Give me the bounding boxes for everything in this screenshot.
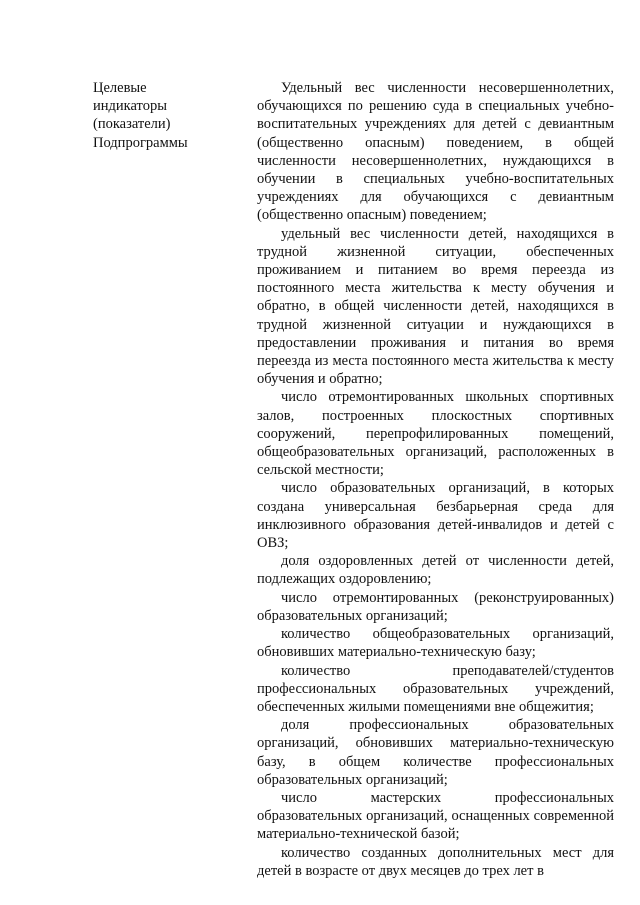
indicator-item: число отремонтированных (реконструированных) образовательных организаций; bbox=[257, 589, 614, 624]
indicator-item: доля профессиональных образовательных организаций, обновивших материально-техническую базу, в общем количестве профессиональных образовательных организаций; bbox=[257, 717, 614, 788]
label-line-1: Целевые bbox=[93, 80, 147, 96]
indicator-item: число образовательных организаций, в которых создана универсальная безбарьерная среда для инклюзивного образования детей-инвалидов и детей с ОВЗ; bbox=[257, 480, 614, 552]
indicator-item: доля оздоровленных детей от численности детей, подлежащих оздоровлению; bbox=[257, 553, 614, 588]
label-line-2: индикаторы bbox=[93, 98, 167, 115]
indicator-item: удельный вес численности детей, находящихся в трудной жизненной ситуации, обеспеченных проживанием и питанием во время переезда из постоянного места жительства к месту обучения и обратно, в общей численности детей, находящихся в трудной жизненной ситуации и нуждающихся в предоставлении проживания и питания во время переезда из места постоянного места жительства к месту обучения и обратно; bbox=[257, 225, 614, 388]
indicator-item: Удельный вес численности несовершеннолетних, обучающихся по решению суда в специальных учебно-воспитательных учреждениях для детей с девиантным (общественно опасным) поведением, в общей численности несовершеннолетних, нуждающихся в обучении в специальных учебно-воспитательных учреждениях для обучающихся с девиантным (общественно опасным) поведением; bbox=[257, 80, 614, 224]
indicator-item: число отремонтированных школьных спортивных залов, построенных плоскостных спортивных сооружений, перепрофилированных помещений, общеобразовательных организаций, расположенных в сельской местности; bbox=[257, 389, 614, 479]
indicator-label-column bbox=[93, 79, 243, 152]
indicator-item: число мастерских профессиональных образовательных организаций, оснащенных современной материально-технической базой; bbox=[257, 789, 614, 843]
indicator-list bbox=[257, 79, 614, 880]
label-line-3: (показатели) bbox=[93, 116, 171, 133]
indicator-item: количество общеобразовательных организаций, обновивших материально-техническую базу; bbox=[257, 626, 614, 661]
indicator-item: количество созданных дополнительных мест для детей в возрасте от двух месяцев до трех лет в bbox=[257, 844, 614, 879]
label-line-4: Подпрограммы bbox=[93, 134, 188, 151]
indicator-item: количество преподавателей/студентов профессиональных образовательных учреждений, обеспеченных жилыми помещениями вне общежития; bbox=[257, 662, 614, 715]
